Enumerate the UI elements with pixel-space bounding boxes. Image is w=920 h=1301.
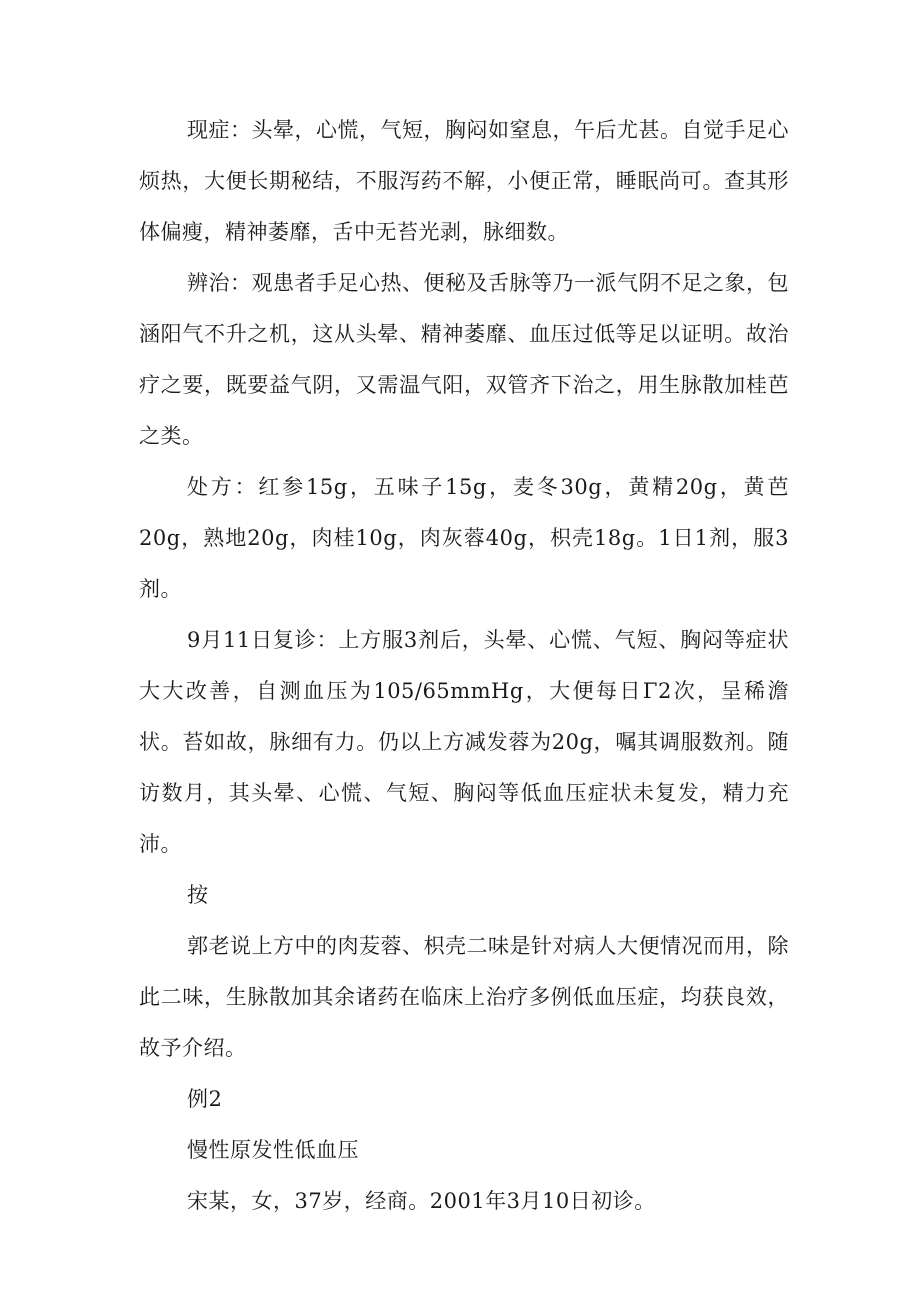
note-paragraph: 郭老说上方中的肉苃蓉、枳壳二味是针对病人大便情况而用，除此二味，生脉散加其余诸药在临床上治疗多例低血压症，均获良效，故予介绍。 <box>139 934 789 1060</box>
prescription-paragraph: 处方：红参15g，五味子15g，麦冬30g，黄精20g，黄芭20g，熟地20g，肉桂10g，肉灰蓉40g，枳壳18g。1日1剂，服3剂。 <box>139 475 789 601</box>
patient-info: 宋某，女，37岁，经商。2001年3月10日初诊。 <box>187 1189 656 1213</box>
follow-up-paragraph: 9月11日复诊：上方服3剂后，头晕、心慌、气短、胸闷等症状大大改善，自测血压为105/65mmHg，大便每日Γ2次，呈稀澹状。苔如故，脉细有力。仍以上方减发蓉为20g，嘱其调服数剂。随访数月，其头晕、心慌、气短、胸闷等低血压症状未复发，精力充沛。 <box>139 628 789 856</box>
symptoms-paragraph: 现症：头晕，心慌，气短，胸闷如窒息，午后尤甚。自觉手足心烦热，大便长期秘结，不服泻药不解，小便正常，睡眠尚可。查其形体偏瘦，精神萎靡，舌中无苔光剥，脉细数。 <box>139 118 789 244</box>
diagnosis-paragraph: 辨治：观患者手足心热、便秘及舌脉等乃一派气阴不足之象，包涵阳气不升之机，这从头晕、精神萎靡、血压过低等足以证明。故治疗之要，既要益气阴，又需温气阳，双管齐下治之，用生脉散加桂芭之类。 <box>139 271 789 448</box>
case-title: 慢性原发性低血压 <box>187 1138 359 1162</box>
document-body <box>139 105 789 1227</box>
note-heading: 按 <box>187 883 209 907</box>
case-heading: 例2 <box>187 1087 223 1111</box>
